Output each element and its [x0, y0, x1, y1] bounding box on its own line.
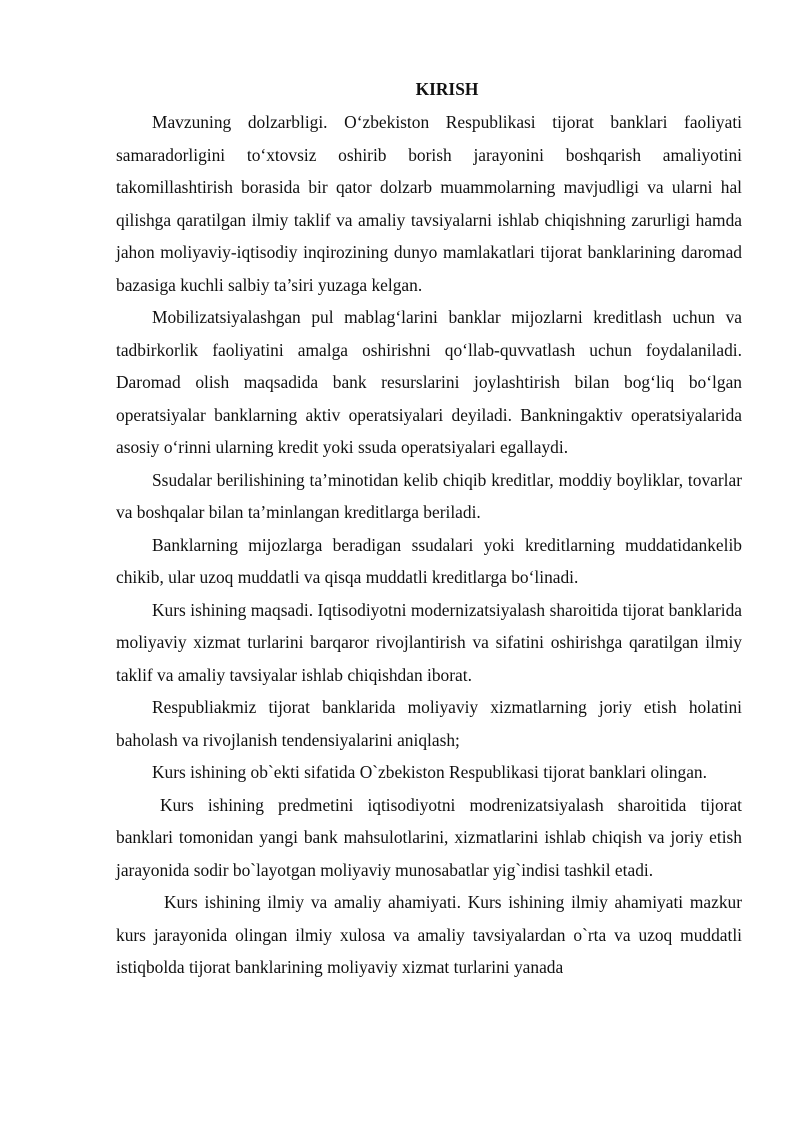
paragraph-task: Respubliakmiz tijorat banklarida moliyaviy xizmatlarning joriy etish holatini baholash va rivojlanish tendensiyalarini aniqlash;	[116, 697, 742, 750]
paragraph-significance: Kurs ishining ilmiy va amaliy ahamiyati. Kurs ishining ilmiy ahamiyati mazkur kurs jarayonida olingan ilmiy xulosa va amaliy tavsiyalardan o`rta va uzoq muddatli istiqbolda tijorat banklarining moliyaviy xizmat turlarini yanada	[116, 892, 742, 977]
paragraph-mobilized-funds: Mobilizatsiyalashgan pul mablag‘larini banklar mijozlarni kreditlash uchun va tadbirkorlik faoliyatini amalga oshirishni qo‘llab-quvvatlash uchun foydalaniladi. Daromad olish maqsadida bank resurslarini joylashtirish bilan bog‘liq bo‘lgan operatsiyalar banklarning aktiv operatsiyalari deyiladi. Bankningaktiv operatsiyalarida asosiy o‘rinni ularning kredit yoki ssuda operatsiyalari egallaydi.	[116, 307, 742, 457]
paragraph-purpose: Kurs ishining maqsadi. Iqtisodiyotni modernizatsiyalash sharoitida tijorat banklarida moliyaviy xizmat turlarini barqaror rivojlantirish va sifatini oshirishga qaratilgan ilmiy taklif va amaliy tavsiyalar ishlab chiqishdan iborat.	[116, 599, 742, 685]
paragraph-loans-collateral: Ssudalar berilishining ta’minotidan kelib chiqib kreditlar, moddiy boyliklar, tovarlar va boshqalar bilan ta’minlangan kreditlarga beriladi.	[116, 469, 742, 522]
document-body	[116, 73, 742, 984]
paragraph-loan-terms: Banklarning mijozlarga beradigan ssudalari yoki kreditlarning muddatidankelib chikib, ular uzoq muddatli va qisqa muddatli kreditlarga bo‘linadi.	[116, 534, 742, 587]
page-title: KIRISH	[415, 79, 479, 99]
paragraph-relevance: Mavzuning dolzarbligi. O‘zbekiston Respublikasi tijorat banklari faoliyati samaradorligini to‘xtovsiz oshirib borish jarayonini boshqarish amaliyotini takomillashtirish borasida bir qator dolzarb muammolarning mavjudligi va ularni hal qilishga qaratilgan ilmiy taklif va amaliy tavsiyalarni ishlab chiqishning zarurligi hamda jahon moliyaviy-iqtisodiy inqirozining dunyo mamlakatlari tijorat banklarining daromad bazasiga kuchli salbiy ta’siri yuzaga kelgan.	[116, 112, 742, 295]
paragraph-subject: Kurs ishining predmetini iqtisodiyotni modrenizatsiyalash sharoitida tijorat banklari tomonidan yangi bank mahsulotlarini, xizmatlarini ishlab chiqish va joriy etish jarayonida sodir bo`layotgan moliyaviy munosabatlar yig`indisi tashkil etadi.	[116, 794, 742, 880]
paragraph-object: Kurs ishining ob`ekti sifatida O`zbekiston Respublikasi tijorat banklari olingan.	[152, 762, 707, 782]
